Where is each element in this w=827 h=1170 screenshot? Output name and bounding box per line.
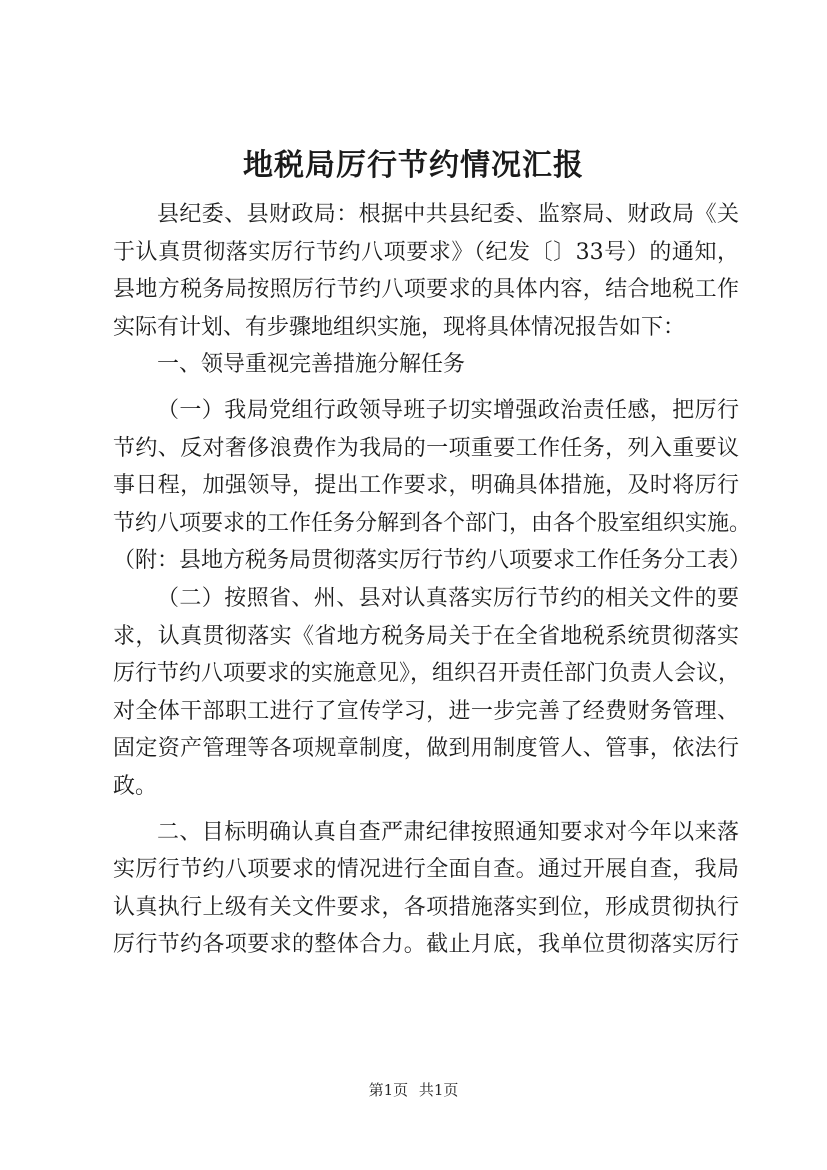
- body-line: （二）按照省、州、县对认真落实厉行节约的相关文件的要: [157, 585, 739, 611]
- page-number-total: 共1页: [418, 1081, 459, 1099]
- body-line: （附：县地方税务局贯彻落实厉行节约八项要求工作任务分工表）: [113, 548, 752, 574]
- body-line: 节约、反对奢侈浪费作为我局的一项重要工作任务，列入重要议: [113, 435, 739, 461]
- section-heading-2: 二、目标明确认真自查严肃纪律按照通知要求对今年以来落: [157, 819, 739, 845]
- body-line: 厉行节约各项要求的整体合力。截止月底，我单位贯彻落实厉行: [113, 932, 739, 958]
- section-heading-1: 一、领导重视完善措施分解任务: [157, 352, 466, 378]
- body-line: 县地方税务局按照厉行节约八项要求的具体内容，结合地税工作: [113, 277, 739, 303]
- page-footer: [0, 1080, 827, 1100]
- body-line: 对全体干部职工进行了宣传学习，进一步完善了经费财务管理、: [113, 698, 739, 724]
- body-line: 固定资产管理等各项规章制度，做到用制度管人、管事，依法行: [113, 736, 739, 762]
- body-line: 实际有计划、有步骤地组织实施，现将具体情况报告如下：: [113, 314, 686, 340]
- body-line: 求，认真贯彻落实《省地方税务局关于在全省地税系统贯彻落实: [113, 623, 739, 649]
- body-line: 县纪委、县财政局：根据中共县纪委、监察局、财政局《关: [157, 202, 739, 227]
- body-line: 事日程，加强领导，提出工作要求，明确具体措施，及时将厉行: [113, 473, 739, 499]
- body-line: 政。: [113, 773, 158, 799]
- document-title: 地税局厉行节约情况汇报: [243, 148, 584, 183]
- body-line: 认真执行上级有关文件要求，各项措施落实到位，形成贯彻执行: [113, 894, 739, 920]
- body-line: （一）我局党组行政领导班子切实增强政治责任感，把厉行: [157, 397, 739, 423]
- body-line: 厉行节约八项要求的实施意见》，组织召开责任部门负责人会议，: [113, 661, 741, 687]
- body-line: 实厉行节约八项要求的情况进行全面自查。通过开展自查，我局: [113, 857, 739, 883]
- body-line: 节约八项要求的工作任务分解到各个部门，由各个股室组织实施。: [113, 510, 752, 536]
- document-body: [113, 196, 752, 964]
- body-line: 于认真贯彻落实厉行节约八项要求》（纪发〔〕33号）的通知，: [113, 239, 739, 265]
- page-number-current: 第1页: [368, 1081, 409, 1099]
